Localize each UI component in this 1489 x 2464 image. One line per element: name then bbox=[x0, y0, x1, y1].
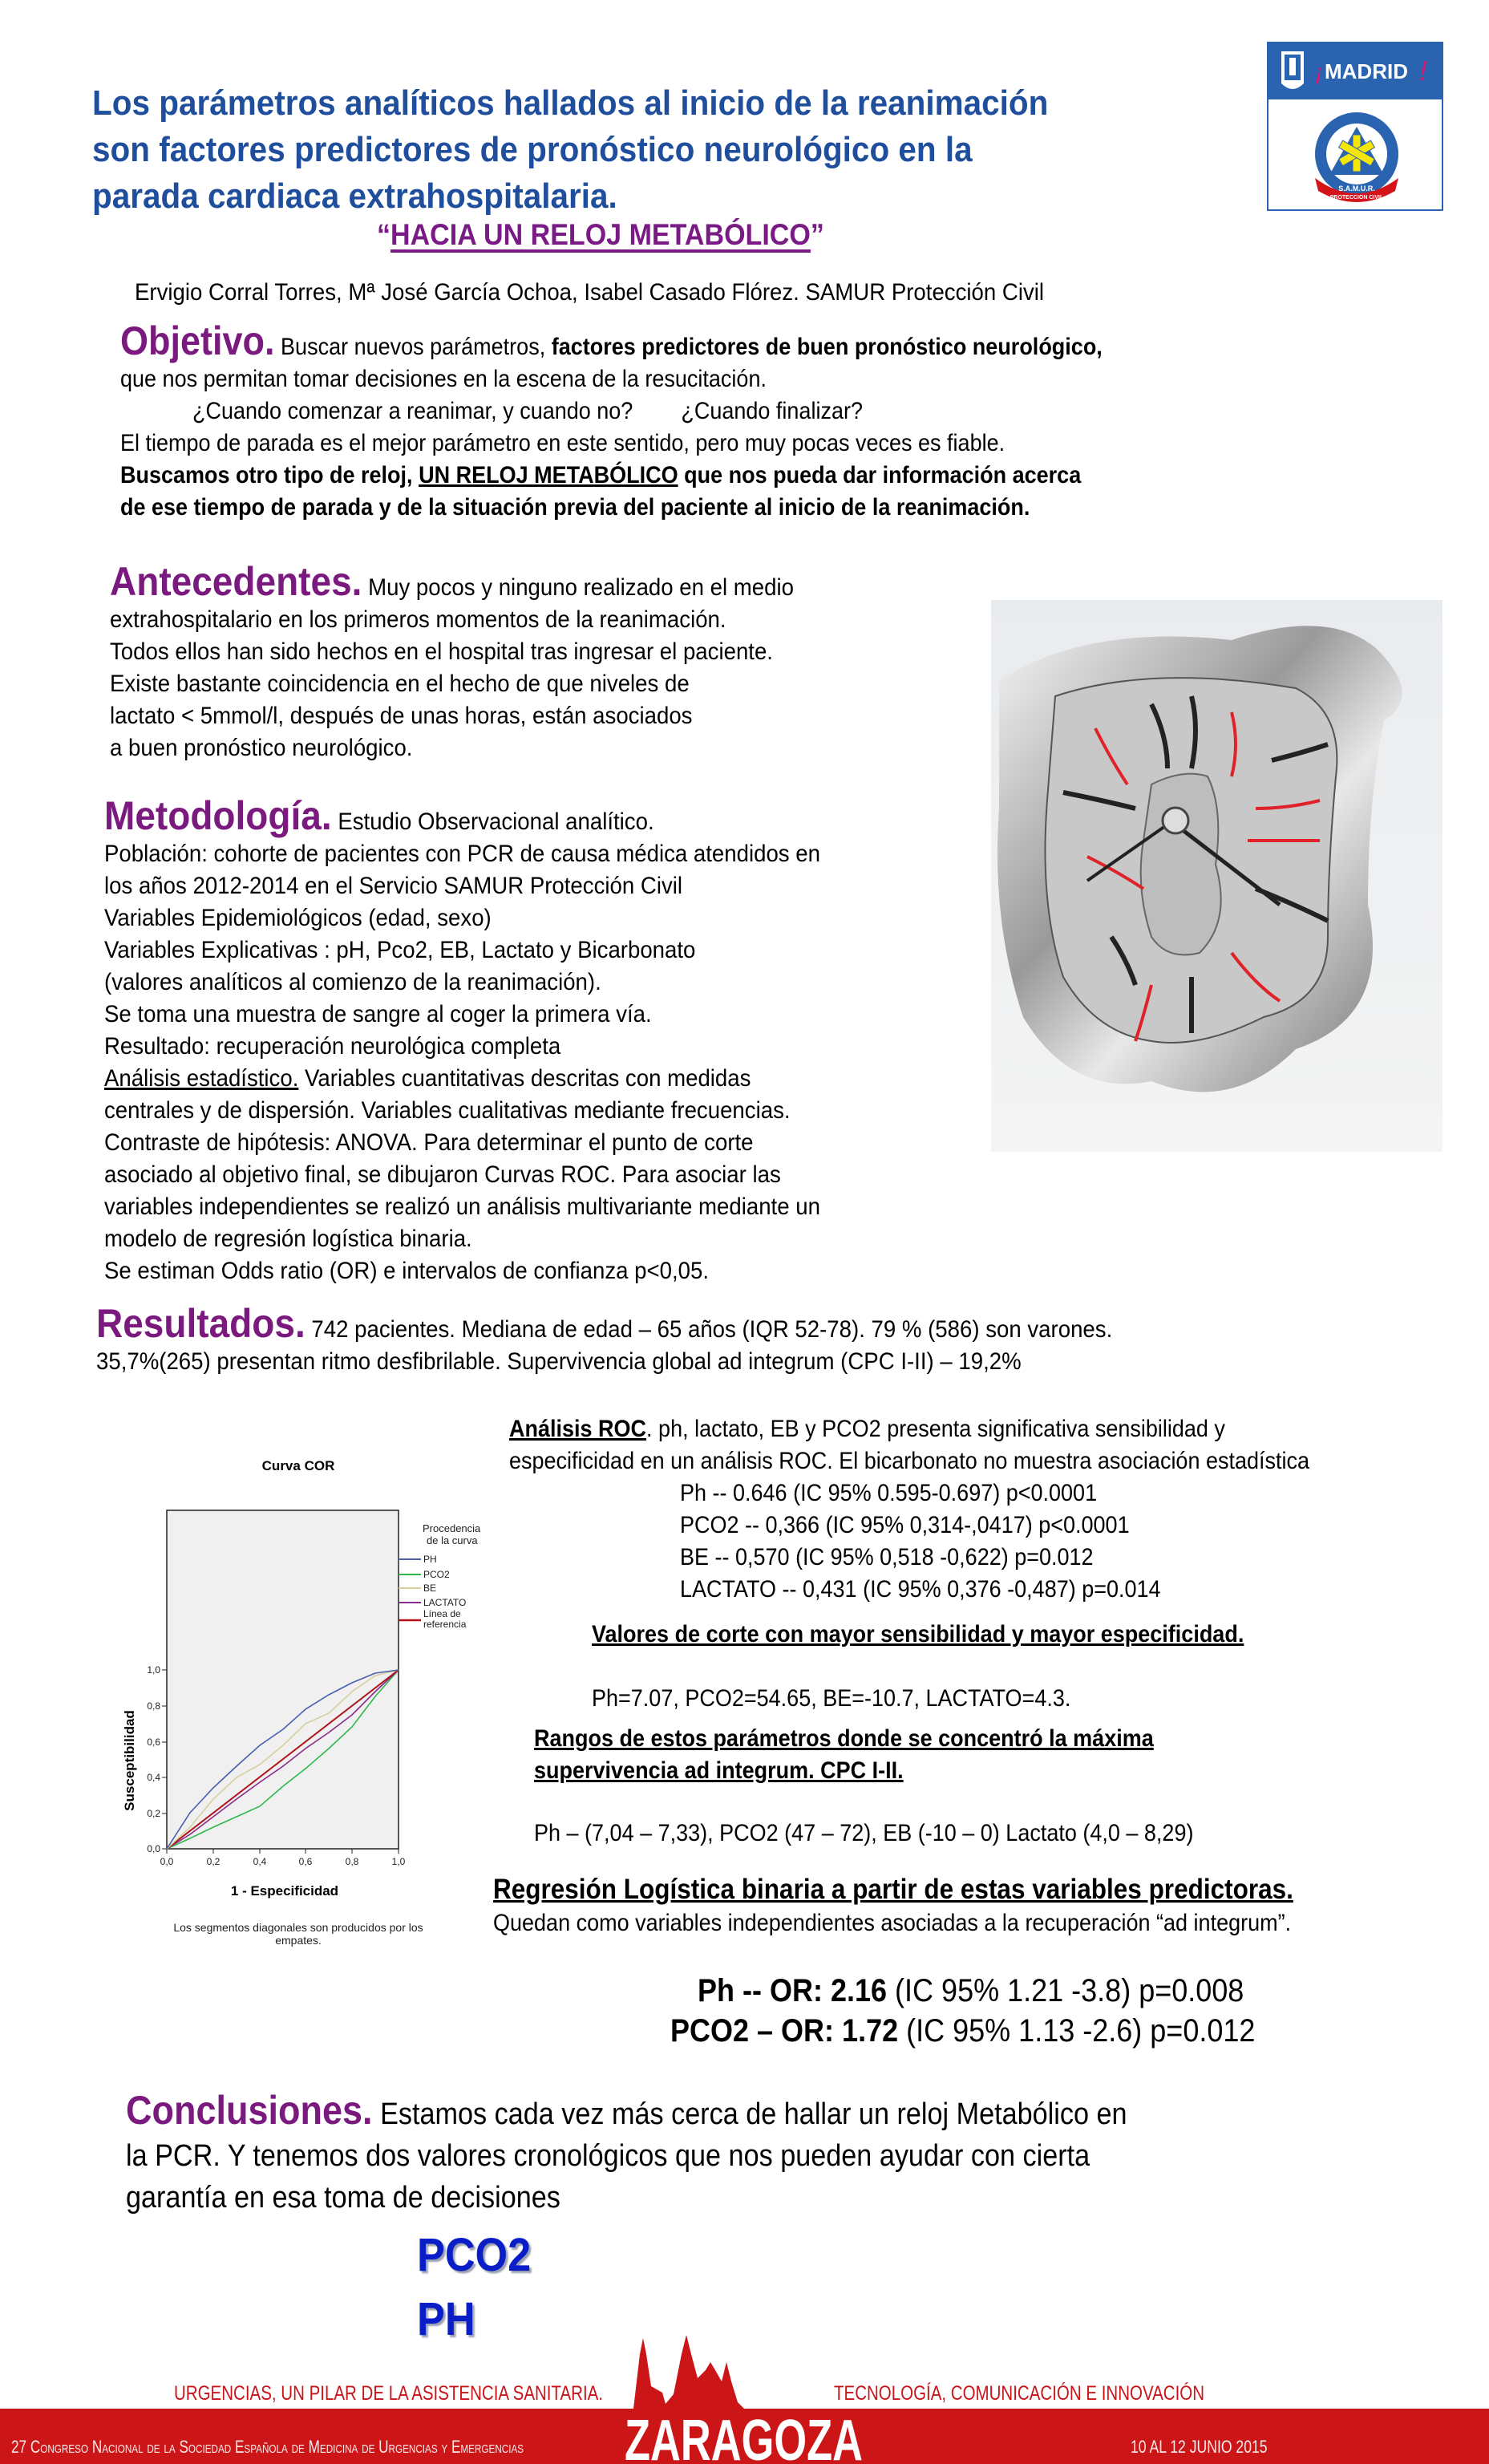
svg-text:1,0: 1,0 bbox=[147, 1664, 160, 1676]
svg-text:de la curva: de la curva bbox=[427, 1534, 478, 1546]
or-row-ph: Ph -- OR: 2.16 (IC 95% 1.21 -3.8) p=0.008 bbox=[698, 1973, 1244, 2008]
svg-text:0,4: 0,4 bbox=[147, 1772, 160, 1783]
svg-text:0,2: 0,2 bbox=[147, 1808, 160, 1819]
svg-text:!: ! bbox=[1419, 56, 1427, 87]
section-resultados: Resultados. 742 pacientes. Mediana de edad – 65 años (IQR 52-78). 79 % (586) son varones. 35,7%(265) presentan ritmo desfibrilable. Supervivencia global ad integrum (CPC I-II) – 19,2% bbox=[96, 1301, 1113, 1375]
svg-text:0,6: 0,6 bbox=[147, 1737, 160, 1748]
subtitle-text: HACIA UN RELOJ METABÓLICO bbox=[390, 218, 811, 251]
title-line-1: Los parámetros analíticos hallados al inicio de la reanimación bbox=[92, 83, 1049, 123]
conclusion-ph: PH bbox=[417, 2293, 475, 2345]
svg-text:0,6: 0,6 bbox=[298, 1856, 313, 1867]
section-metodologia: Metodología. Estudio Observacional analítico. Población: cohorte de pacientes con PCR de causa médica atendidos en los años 2012-2014 en el Servicio SAMUR Protección Civil Variables Epidemiológicos (edad, sexo) Variables Explicativas : pH, Pco2, EB, Lactato y Bicarbonato (valores analíticos al comienzo de la reanimación). Se toma una muestra de sangre al coger la primera vía. Resultado: recuperación neurológica completa Análisis estadístico. Variables cuantitativas descritas con medidas centrales y de dispersión. Variables cualitativas mediante frecuencias. Contraste de hipótesis: ANOVA. Para determinar el punto de corte asociado al objetivo final, se dibujaron Curvas ROC. Para asociar las variables independientes se realizó un análisis multivariante mediante un modelo de regresión logística binaria. Se estiman Odds ratio (OR) e intervalos de confianza p<0,05. bbox=[104, 793, 820, 1284]
footer-slogan-right: TECNOLOGÍA, COMUNICACIÓN E INNOVACIÓN bbox=[834, 2382, 1205, 2405]
svg-text:¡: ¡ bbox=[1315, 59, 1323, 86]
footer-dates: 10 AL 12 JUNIO 2015 bbox=[1131, 2437, 1268, 2457]
legend-lactato: LACTATO bbox=[423, 1597, 467, 1608]
svg-text:1,0: 1,0 bbox=[391, 1856, 406, 1867]
authors: Ervigio Corral Torres, Mª José García Ochoa, Isabel Casado Flórez. SAMUR Protección Civil bbox=[135, 279, 1045, 306]
resultados-heading: Resultados. bbox=[96, 1301, 305, 1346]
svg-text:0,8: 0,8 bbox=[345, 1856, 359, 1867]
section-objetivo: Objetivo. Buscar nuevos parámetros, factores predictores de buen pronóstico neurológico, que nos permitan tomar decisiones en la escena de la resucitación. ¿Cuando comenzar a reanimar, y cuando no? ¿Cuando finalizar? El tiempo de parada es el mejor parámetro en este sentido, pero muy pocas veces es fiable. Buscamos otro tipo de reloj, UN RELOJ METABÓLICO que nos pueda dar información acerca de ese tiempo de parada y de la situación previa del paciente al inicio de la reanimación. bbox=[120, 318, 1103, 521]
legend-ph: PH bbox=[423, 1554, 437, 1565]
quote-close: ” bbox=[810, 218, 824, 251]
roc-chart bbox=[112, 1436, 497, 1965]
y-axis-label: Susceptibilidad bbox=[122, 1710, 137, 1811]
svg-text:0,2: 0,2 bbox=[206, 1856, 221, 1867]
objetivo-heading: Objetivo. bbox=[120, 318, 275, 363]
svg-text:MADRID: MADRID bbox=[1325, 59, 1408, 83]
auc-list bbox=[509, 1477, 1487, 1606]
footer-congress: 27 Congreso Nacional de la Sociedad Española de Medicina de Urgencias y Emergencias bbox=[11, 2437, 524, 2457]
zaragoza-basilica-icon bbox=[617, 2330, 898, 2464]
svg-text:0,0: 0,0 bbox=[160, 1856, 174, 1867]
cutoff-values: Ph=7.07, PCO2=54.65, BE=-10.7, LACTATO=4.3. bbox=[592, 1685, 1071, 1712]
poster-title bbox=[92, 80, 1263, 220]
samur-emblem-icon bbox=[1301, 107, 1413, 209]
svg-text:ZARAGOZA: ZARAGOZA bbox=[625, 2407, 863, 2464]
auc-lactato: LACTATO -- 0,431 (IC 95% 0,376 -0,487) p=0.014 bbox=[680, 1576, 1161, 1603]
ranges-values: Ph – (7,04 – 7,33), PCO2 (47 – 72), EB (-10 – 0) Lactato (4,0 – 8,29) bbox=[534, 1820, 1194, 1846]
madrid-samur-logo bbox=[1267, 42, 1443, 211]
regression-heading: Regresión Logística binaria a partir de estas variables predictoras. bbox=[493, 1874, 1293, 1905]
auc-be: BE -- 0,570 (IC 95% 0,518 -0,622) p=0.012 bbox=[680, 1544, 1094, 1570]
auc-pco2: PCO2 -- 0,366 (IC 95% 0,314-,0417) p<0.0001 bbox=[680, 1512, 1130, 1538]
zaragoza-wordmark bbox=[625, 2408, 863, 2464]
auc-ph: Ph -- 0.646 (IC 95% 0.595-0.697) p<0.0001 bbox=[680, 1480, 1098, 1506]
chart-legend bbox=[399, 1522, 481, 1630]
section-conclusiones: Conclusiones. Estamos cada vez más cerca de hallar un reloj Metabólico en la PCR. Y tenemos dos valores cronológicos que nos pueden ayudar con cierta garantía en esa toma de decisiones bbox=[126, 2088, 1127, 2215]
chart-title: Curva COR bbox=[261, 1458, 335, 1473]
ranges-heading-2: supervivencia ad integrum. CPC I-II. bbox=[534, 1757, 904, 1784]
legend-pco2: PCO2 bbox=[423, 1569, 450, 1580]
madrid-coat-of-arms-icon bbox=[1268, 43, 1442, 99]
legend-be: BE bbox=[423, 1583, 437, 1594]
analisis-estadistico-label: Análisis estadístico. bbox=[104, 1065, 299, 1092]
chart-note: Los segmentos diagonales son producidos por los bbox=[173, 1921, 423, 1934]
regression-text: Quedan como variables independientes asociadas a la recuperación “ad integrum”. bbox=[493, 1910, 1292, 1936]
conclusiones-heading: Conclusiones. bbox=[126, 2088, 373, 2133]
footer-slogan-left: URGENCIAS, UN PILAR DE LA ASISTENCIA SANITARIA. bbox=[174, 2382, 604, 2405]
cutoff-heading: Valores de corte con mayor sensibilidad y mayor especificidad. bbox=[592, 1621, 1244, 1647]
title-line-2: son factores predictores de pronóstico neurológico en la bbox=[92, 130, 973, 169]
section-antecedentes: Antecedentes. Muy pocos y ninguno realizado en el medio extrahospitalario en los primeros momentos de la reanimación. Todos ellos han sido hechos en el hospital tras ingresar el paciente. Existe bastante coincidencia en el hecho de que niveles de lactato < 5mmol/l, después de unas horas, están asociados a buen pronóstico neurológico. bbox=[110, 559, 794, 761]
x-axis-ticks bbox=[160, 1849, 406, 1867]
y-axis-ticks bbox=[147, 1664, 167, 1854]
or-row-pco2: PCO2 – OR: 1.72 (IC 95% 1.13 -2.6) p=0.012 bbox=[670, 2013, 1256, 2049]
quote-open: “ bbox=[377, 218, 391, 251]
roc-analysis: Análisis ROC. ph, lactato, EB y PCO2 presenta significativa sensibilidad y especificidad en un análisis ROC. El bicarbonato no muestra asociación estadística Ph -- 0.646 (IC 95% 0.595-0.697) p<0.0001 PCO2 -- 0,366 (IC 95% 0,314-,0417) p<0.0001 BE -- 0,570 (IC 95% 0,518 -0,622) p=0.012 LACTATO -- 0,431 (IC 95% 0,376 -0,487) p=0.014 bbox=[509, 1413, 1487, 1606]
svg-text:0,8: 0,8 bbox=[147, 1700, 160, 1712]
melting-clock-icon bbox=[991, 600, 1442, 1152]
svg-text:0,0: 0,0 bbox=[147, 1843, 160, 1854]
legend-reference: Línea de bbox=[423, 1608, 461, 1619]
x-axis-label: 1 - Especificidad bbox=[230, 1883, 339, 1899]
svg-text:empates.: empates. bbox=[275, 1934, 322, 1947]
roc-analysis-label: Análisis ROC bbox=[509, 1416, 647, 1442]
metodologia-heading: Metodología. bbox=[104, 793, 332, 838]
svg-text:S.A.M.U.R.: S.A.M.U.R. bbox=[1338, 184, 1375, 192]
ranges-heading-1: Rangos de estos parámetros donde se concentró la máxima bbox=[534, 1725, 1154, 1752]
title-line-3: parada cardiaca extrahospitalaria. bbox=[92, 176, 617, 216]
conclusion-pco2: PCO2 bbox=[417, 2229, 532, 2281]
plot-area bbox=[167, 1510, 399, 1849]
antecedentes-heading: Antecedentes. bbox=[110, 559, 362, 604]
svg-text:referencia: referencia bbox=[423, 1619, 467, 1630]
poster-subtitle bbox=[377, 218, 824, 252]
legend-title: Procedencia bbox=[423, 1522, 481, 1534]
svg-text:0,4: 0,4 bbox=[253, 1856, 267, 1867]
madrid-band bbox=[1268, 43, 1442, 99]
svg-text:PROTECCION CIVIL: PROTECCION CIVIL bbox=[1329, 195, 1384, 201]
melting-clock-image bbox=[991, 600, 1442, 1152]
